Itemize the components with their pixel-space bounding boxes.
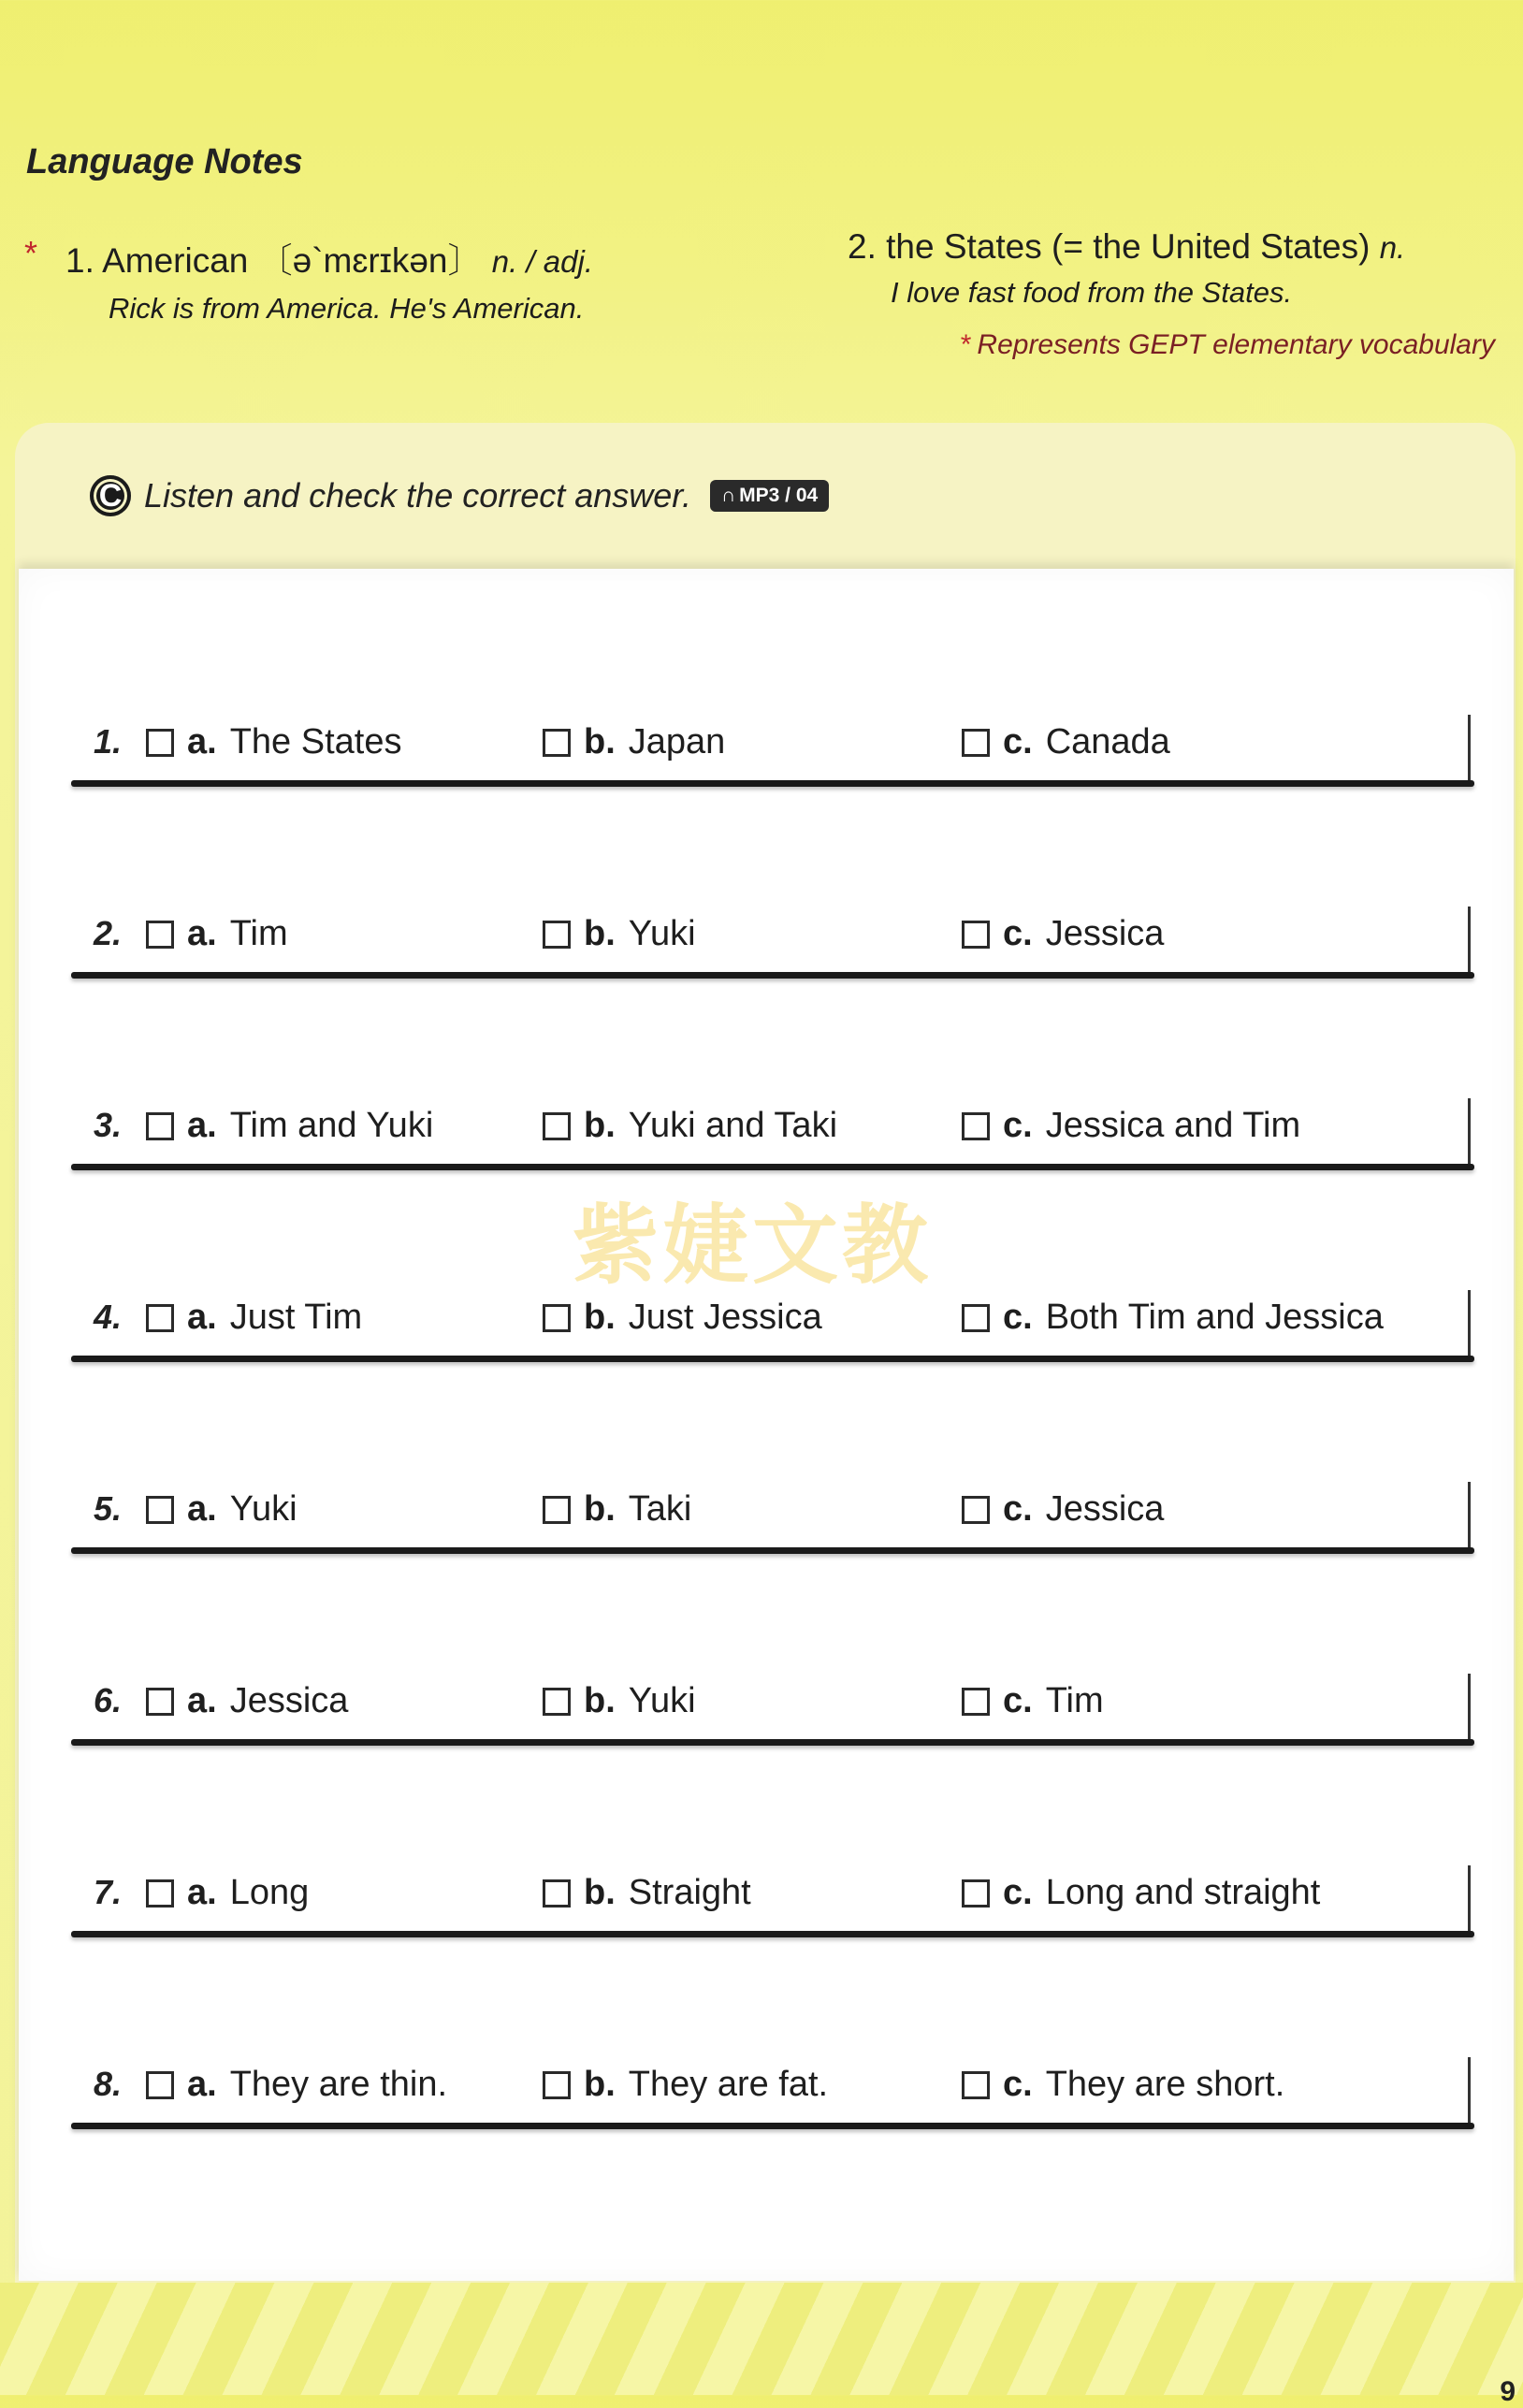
option-b[interactable] bbox=[543, 2065, 828, 2105]
question-number: 3. bbox=[94, 1106, 123, 1144]
option-text: Just Tim bbox=[229, 1298, 363, 1337]
page-number: 9 bbox=[1500, 2376, 1516, 2407]
option-text: Yuki bbox=[628, 1681, 696, 1720]
exercise-header bbox=[90, 475, 829, 516]
note-2-head: 2. the States (= the United States) bbox=[848, 227, 1371, 266]
option-a[interactable] bbox=[146, 722, 401, 762]
question-number: 4. bbox=[94, 1298, 123, 1336]
question-number: 1. bbox=[94, 722, 123, 761]
option-text: Tim and Yuki bbox=[229, 1106, 434, 1145]
checkbox-c[interactable] bbox=[962, 729, 990, 757]
gept-legend bbox=[961, 329, 1495, 361]
option-letter: a. bbox=[187, 1489, 217, 1529]
option-a[interactable] bbox=[146, 1489, 297, 1530]
row-divider bbox=[71, 1547, 1474, 1554]
option-b[interactable] bbox=[543, 1681, 696, 1721]
option-c[interactable] bbox=[962, 914, 1164, 954]
row-divider bbox=[71, 1356, 1474, 1362]
language-note-2 bbox=[848, 227, 1405, 310]
checkbox-c[interactable] bbox=[962, 921, 990, 949]
option-letter: b. bbox=[584, 1681, 616, 1720]
question-number: 6. bbox=[94, 1681, 123, 1719]
option-letter: a. bbox=[187, 1681, 217, 1720]
audio-track-badge[interactable] bbox=[710, 480, 829, 512]
row-divider bbox=[71, 972, 1474, 979]
option-a[interactable] bbox=[146, 2065, 447, 2105]
option-letter: a. bbox=[187, 722, 217, 762]
question-row bbox=[71, 1659, 1474, 1762]
row-end-mark bbox=[1468, 1865, 1471, 1933]
checkbox-b[interactable] bbox=[543, 2071, 571, 2099]
headphones-icon: ∩ bbox=[720, 485, 736, 506]
option-letter: c. bbox=[1003, 1489, 1033, 1529]
question-row bbox=[71, 1850, 1474, 1953]
option-a[interactable] bbox=[146, 1106, 433, 1146]
question-number: 8. bbox=[94, 2065, 123, 2103]
option-text: Tim bbox=[1045, 1681, 1104, 1720]
option-text: Tim bbox=[229, 914, 288, 953]
row-end-mark bbox=[1468, 1290, 1471, 1357]
language-note-1 bbox=[65, 232, 593, 326]
option-c[interactable] bbox=[962, 1298, 1384, 1338]
option-text: Jessica bbox=[229, 1681, 349, 1720]
checkbox-b[interactable] bbox=[543, 1879, 571, 1908]
option-letter: a. bbox=[187, 1873, 217, 1912]
row-divider bbox=[71, 1164, 1474, 1170]
option-letter: b. bbox=[584, 1873, 616, 1912]
question-row bbox=[71, 2042, 1474, 2145]
option-text: Both Tim and Jessica bbox=[1045, 1298, 1384, 1337]
checkbox-c[interactable] bbox=[962, 1304, 990, 1332]
row-end-mark bbox=[1468, 1482, 1471, 1549]
note-2-pos: n. bbox=[1379, 230, 1406, 265]
option-b[interactable] bbox=[543, 1106, 837, 1146]
option-a[interactable] bbox=[146, 1873, 309, 1913]
option-b[interactable] bbox=[543, 1298, 822, 1338]
option-text: Jessica bbox=[1045, 914, 1165, 953]
option-letter: b. bbox=[584, 2065, 616, 2104]
language-notes-title: Language Notes bbox=[26, 142, 303, 181]
question-row bbox=[71, 700, 1474, 803]
option-b[interactable] bbox=[543, 1873, 751, 1913]
exercise-instruction: Listen and check the correct answer. bbox=[144, 476, 691, 515]
audio-track-label: MP3 / 04 bbox=[739, 485, 819, 506]
note-1-example: Rick is from America. He's American. bbox=[109, 292, 585, 325]
question-number: 7. bbox=[94, 1873, 123, 1911]
checkbox-b[interactable] bbox=[543, 1496, 571, 1524]
option-letter: c. bbox=[1003, 1873, 1033, 1912]
option-c[interactable] bbox=[962, 2065, 1284, 2105]
option-letter: c. bbox=[1003, 1681, 1033, 1720]
option-text: Yuki and Taki bbox=[628, 1106, 838, 1145]
checkbox-a[interactable] bbox=[146, 729, 174, 757]
option-letter: c. bbox=[1003, 914, 1033, 953]
option-c[interactable] bbox=[962, 1873, 1320, 1913]
row-end-mark bbox=[1468, 1674, 1471, 1741]
option-text: They are fat. bbox=[628, 2065, 829, 2104]
option-text: The States bbox=[229, 722, 402, 762]
option-letter: c. bbox=[1003, 1298, 1033, 1337]
question-number: 5. bbox=[94, 1489, 123, 1528]
option-letter: a. bbox=[187, 1298, 217, 1337]
option-letter: b. bbox=[584, 1298, 616, 1337]
checkbox-c[interactable] bbox=[962, 1496, 990, 1524]
note-2-example: I love fast food from the States. bbox=[891, 276, 1293, 309]
checkbox-a[interactable] bbox=[146, 1304, 174, 1332]
option-text: Jessica bbox=[1045, 1489, 1165, 1529]
option-text: Taki bbox=[628, 1489, 692, 1529]
checkbox-a[interactable] bbox=[146, 1112, 174, 1140]
checkbox-c[interactable] bbox=[962, 2071, 990, 2099]
option-text: Long bbox=[229, 1873, 310, 1912]
question-row bbox=[71, 1467, 1474, 1570]
option-text: They are thin. bbox=[229, 2065, 448, 2104]
checkbox-c[interactable] bbox=[962, 1688, 990, 1716]
option-letter: b. bbox=[584, 914, 616, 953]
option-letter: b. bbox=[584, 1489, 616, 1529]
option-text: Canada bbox=[1045, 722, 1170, 762]
checkbox-b[interactable] bbox=[543, 1112, 571, 1140]
row-divider bbox=[71, 1739, 1474, 1746]
answer-sheet bbox=[19, 569, 1514, 2281]
gept-star: * bbox=[960, 329, 972, 360]
vocab-star: * bbox=[24, 234, 38, 272]
row-divider bbox=[71, 1931, 1474, 1937]
option-a[interactable] bbox=[146, 1681, 348, 1721]
checkbox-c[interactable] bbox=[962, 1112, 990, 1140]
question-row bbox=[71, 1083, 1474, 1186]
option-c[interactable] bbox=[962, 1106, 1300, 1146]
row-end-mark bbox=[1468, 715, 1471, 782]
option-letter: c. bbox=[1003, 722, 1033, 762]
row-divider bbox=[71, 2123, 1474, 2129]
checkbox-b[interactable] bbox=[543, 1304, 571, 1332]
option-letter: b. bbox=[584, 722, 616, 762]
option-letter: a. bbox=[187, 1106, 217, 1145]
option-letter: b. bbox=[584, 1106, 616, 1145]
checkbox-a[interactable] bbox=[146, 2071, 174, 2099]
option-letter: c. bbox=[1003, 2065, 1033, 2104]
option-b[interactable] bbox=[543, 722, 725, 762]
checkbox-a[interactable] bbox=[146, 1688, 174, 1716]
option-text: They are short. bbox=[1045, 2065, 1285, 2104]
option-text: Yuki bbox=[229, 1489, 297, 1529]
row-divider bbox=[71, 780, 1474, 787]
watermark: 紫婕文教 bbox=[573, 1196, 933, 1296]
checkbox-b[interactable] bbox=[543, 729, 571, 757]
option-letter: a. bbox=[187, 914, 217, 953]
checkbox-a[interactable] bbox=[146, 1496, 174, 1524]
gept-legend-text: Represents GEPT elementary vocabulary bbox=[977, 329, 1495, 360]
option-text: Yuki bbox=[628, 914, 696, 953]
row-end-mark bbox=[1468, 907, 1471, 974]
option-c[interactable] bbox=[962, 1681, 1104, 1721]
row-end-mark bbox=[1468, 1098, 1471, 1166]
checkbox-c[interactable] bbox=[962, 1879, 990, 1908]
question-row bbox=[71, 892, 1474, 994]
note-1-pos: n. / adj. bbox=[491, 244, 593, 279]
question-number: 2. bbox=[94, 914, 123, 952]
option-c[interactable] bbox=[962, 1489, 1164, 1530]
option-text: Long and straight bbox=[1045, 1873, 1321, 1912]
option-text: Just Jessica bbox=[628, 1298, 822, 1337]
option-text: Straight bbox=[628, 1873, 751, 1912]
checkbox-a[interactable] bbox=[146, 1879, 174, 1908]
row-end-mark bbox=[1468, 2057, 1471, 2125]
footer-band bbox=[0, 2283, 1523, 2395]
option-b[interactable] bbox=[543, 914, 696, 954]
option-b[interactable] bbox=[543, 1489, 691, 1530]
checkbox-a[interactable] bbox=[146, 921, 174, 949]
option-text: Japan bbox=[628, 722, 726, 762]
option-a[interactable] bbox=[146, 1298, 362, 1338]
option-text: Jessica and Tim bbox=[1045, 1106, 1301, 1145]
option-a[interactable] bbox=[146, 914, 288, 954]
checkbox-b[interactable] bbox=[543, 921, 571, 949]
option-letter: c. bbox=[1003, 1106, 1033, 1145]
checkbox-b[interactable] bbox=[543, 1688, 571, 1716]
option-letter: a. bbox=[187, 2065, 217, 2104]
option-c[interactable] bbox=[962, 722, 1170, 762]
note-1-head: 1. American 〔ə`mɛrɪkən〕 bbox=[65, 241, 483, 280]
section-c-badge: C bbox=[90, 475, 131, 516]
